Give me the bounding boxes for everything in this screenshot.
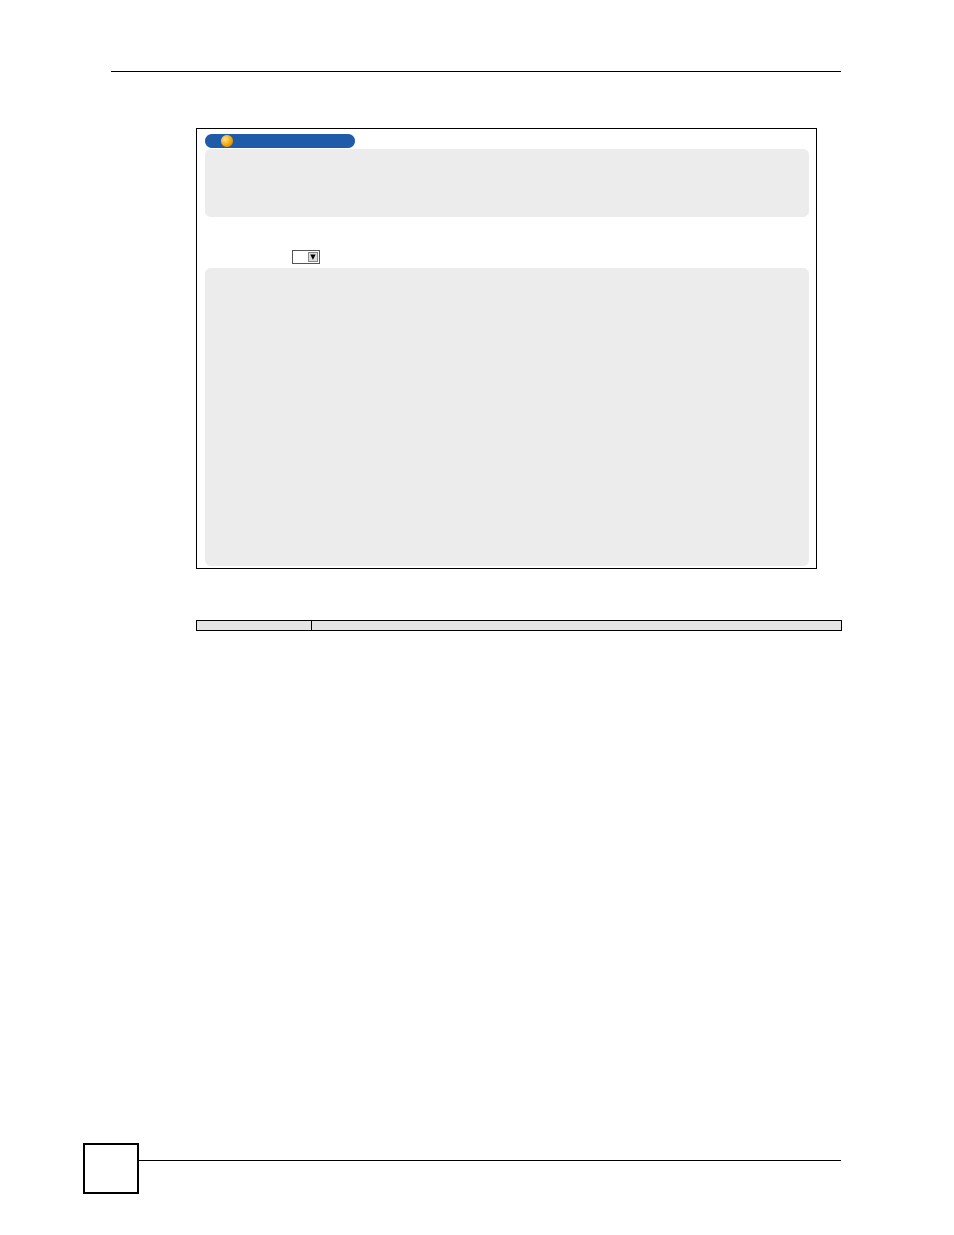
temperature-unit-select[interactable] — [292, 250, 320, 264]
system-info-screenshot — [196, 128, 817, 569]
description-column-header — [312, 621, 842, 631]
chevron-down-icon[interactable]: ▼ — [308, 252, 318, 262]
footer-rule — [139, 1160, 841, 1161]
system-info-banner — [205, 134, 355, 148]
label-column-header — [197, 621, 312, 631]
figure-caption — [196, 108, 206, 125]
hardware-monitor-table — [205, 268, 809, 566]
header-rule — [111, 71, 841, 72]
page-number — [83, 1143, 139, 1194]
system-info-panel — [205, 149, 809, 217]
table-caption — [196, 601, 206, 618]
table-header-row — [197, 621, 842, 631]
label-description-table — [196, 620, 842, 631]
banner-orb-icon — [221, 135, 233, 147]
